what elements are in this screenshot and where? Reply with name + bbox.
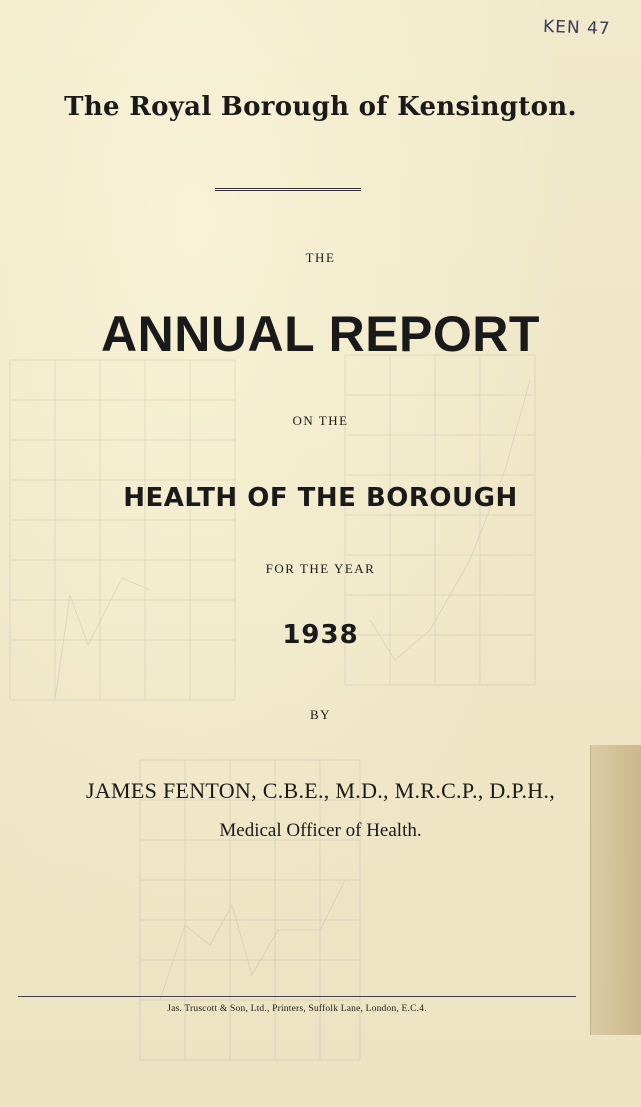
decorative-rule (215, 188, 361, 191)
by-label: BY (309, 707, 332, 722)
the-label: THE (305, 250, 336, 265)
report-year: 1938 (282, 620, 359, 650)
report-subject: HEALTH OF THE BOROUGH (123, 483, 518, 513)
catalogue-mark: KEN 47 (543, 16, 612, 40)
author-name: JAMES FENTON, C.B.E., M.D., M.R.C.P., D.P.H., (85, 778, 556, 803)
printer-imprint: Jas. Truscott & Son, Ltd., Printers, Suffolk Lane, London, E.C.4. (167, 1004, 427, 1014)
footer-rule (18, 996, 576, 997)
author-role: Medical Officer of Health. (219, 820, 422, 841)
issuing-authority: The Royal Borough of Kensington. (64, 92, 577, 122)
report-title: ANNUAL REPORT (101, 306, 540, 362)
on-the-label: ON THE (292, 413, 349, 428)
for-the-year-label: FOR THE YEAR (265, 561, 376, 576)
